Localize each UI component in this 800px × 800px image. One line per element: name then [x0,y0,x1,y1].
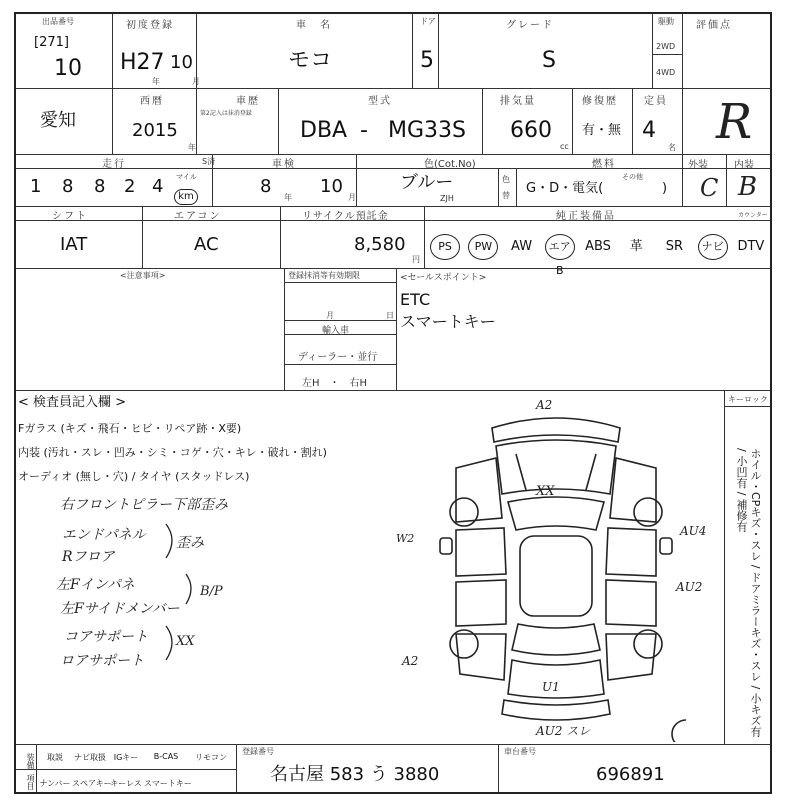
grade: S [542,48,556,73]
equipment-item [579,234,617,260]
history-note: 第2記入は抹消登録 [200,110,252,117]
color: ブルー [400,172,454,193]
fuel-value: G・D・電気( [526,181,604,196]
sales-label: <セールスポイント> [400,273,487,283]
footer-header: B-CAS [153,752,179,761]
equipment-item [732,234,770,260]
rule [652,54,682,55]
rule [724,390,725,744]
grade-label: グレード [506,20,554,31]
inspection-label: 車検 [272,159,296,170]
mileage-digit: 4 [152,176,164,197]
reg-month-label: 月 [326,311,334,320]
lot-sub: [271] [34,35,69,50]
year: 2015 [132,120,178,141]
mileage-unit-circle [174,184,198,205]
repair-value: 有・無 [582,123,622,138]
inspection-note: XX [176,634,195,649]
bracket-marks [156,518,216,668]
dealer-label: ディーラー・並行 [298,352,378,363]
type-label: 型式 [368,96,392,107]
color-code: ZJH [440,194,454,203]
score: R [716,94,753,150]
type-prefix: DBA [300,118,348,143]
inspection-note: ロアサポート [60,653,144,669]
rule [498,744,499,792]
lot-number: 10 [54,56,82,81]
mileage-digit: 1 [30,176,42,197]
rule [112,88,113,154]
equipment-item [502,234,540,260]
shift: IAT [60,234,88,255]
diagram-mark-roof: XX [536,484,555,499]
color-change-label: 色 [502,175,510,184]
recycle: 8,580 [354,234,406,255]
inspection-line: オーディオ (無し・穴) / タイヤ (スタッドレス) [18,470,250,483]
doors-label: ドア [420,17,436,26]
footer-header: スマートキー [144,779,192,788]
rule [16,168,770,169]
ac: AC [194,234,219,255]
diagram-mark-left-rear: A2 [402,654,419,668]
first-reg-month: 10 [170,52,193,73]
power-label: カウンター [738,212,768,219]
model-name-label: 車 名 [296,20,332,31]
footer-header: 項目 [26,774,35,790]
inspection-note: Rフロア [62,549,115,565]
equipment-label: AW [511,239,533,254]
mileage-unit-top: マイル [176,173,197,181]
rule [16,154,770,155]
rule [36,744,37,792]
import-label: 輸入車 [322,326,350,336]
rule [236,744,237,792]
notes-label: <注意事項> [120,271,166,280]
rule [196,14,197,88]
year-label: 西暦 [140,96,164,107]
sales-point: スマートキー [400,312,496,331]
rule [16,88,770,89]
equipment-label: ABS [585,239,611,254]
handle-label: 左H ・ 右H [302,378,368,389]
rule [16,206,770,207]
rule [284,364,396,365]
footer-header: 取説 [47,753,63,762]
mileage-digit: 8 [62,176,74,197]
reg-period-label: 登録抹消等有効期限 [288,271,360,280]
lot-label: 出品番号 [42,17,74,26]
rule [682,154,683,206]
mileage-label: 走行 [102,159,126,170]
chassis: 696891 [596,764,665,785]
equipment-label: SR [665,239,684,254]
rule [682,14,683,88]
inspection-note: 歪み [176,535,204,551]
exterior: C [700,174,719,202]
rule [278,88,279,154]
drive-4wd: 4WD [656,68,676,77]
first-reg-unit: 年 [152,77,160,86]
displacement-unit: cc [560,142,569,151]
model-name: モコ [288,48,333,73]
equipment-item [655,234,693,260]
side-notes: ホイル・CPキズ・スレ / ドアミラーキズ・スレ / 小キズ有 / 小凹有 / 補修有 [735,448,762,737]
mileage-digit: 2 [124,176,136,197]
recycle-label: リサイクル預託金 [302,211,389,222]
ac-label: エアコン [174,211,222,222]
mileage-unit: km [174,189,198,205]
rule [482,88,483,154]
equipment-item [464,234,502,260]
fuel-other: その他 [622,173,643,181]
shift-label: シフト [52,211,88,222]
rule [196,88,197,154]
diagram-mark-rear: U1 [542,680,560,694]
footer-header: ナンバー [39,779,71,788]
drive-2wd: 2WD [656,42,676,51]
rule [212,154,213,206]
diagram-mark-left: W2 [396,532,415,545]
footer-header: キーレス [110,779,142,788]
equipment-label: 純正装備品 [556,211,616,222]
capacity-label: 定員 [644,96,668,107]
interior: B [738,172,758,202]
rule [16,744,770,745]
rule [284,320,396,321]
repair-label: 修復歴 [582,96,618,107]
fuel-close: ) [662,181,668,196]
rule [16,268,770,269]
rule [498,168,499,206]
rule [284,334,396,335]
equipment-label: 革 [629,239,643,254]
color-label: 色(Cot.No) [424,159,476,170]
inspection-month-unit: 月 [348,193,356,202]
key-label: キーロック [728,395,768,404]
footer-header: IGキー [113,753,139,762]
equipment-label: DTV [737,239,765,254]
sales-point: ETC [400,290,431,309]
type-dash: - [360,118,368,143]
equipment-item [617,234,655,260]
mileage-digit: 8 [94,176,106,197]
capacity-unit: 名 [668,143,676,152]
rule [112,14,113,88]
mileage-s-label: S済 [202,157,216,166]
drive-label: 駆動 [658,17,674,26]
rule [412,14,413,88]
first-reg-label: 初度登録 [126,20,174,31]
inspection-note: 右フロントピラー下部歪み [60,497,228,513]
equipment-item [426,234,464,260]
interior-label: 内装 [734,160,754,171]
displacement: 660 [510,118,552,143]
equipment-label: ナビ [698,234,728,260]
equipment-item [694,234,732,260]
plate: 名古屋 583 う 3880 [270,764,440,785]
score-label: 評価点 [696,20,732,31]
equipment-label: PS [430,234,460,260]
rule [396,268,397,390]
inspection-note: コアサポート [64,629,148,645]
rule [682,88,683,154]
footer-header: ナビ取扱 [74,753,106,762]
inspection-line: Fガラス (キズ・飛石・ヒビ・リペア跡・X要) [18,422,242,435]
inspection-year-unit: 年 [284,193,292,202]
rule [724,406,770,407]
history-label: 車歴 [236,96,260,107]
diagram-mark-right-rear: AU2 [676,580,703,594]
inspection-year: 8 [260,176,272,197]
exterior-label: 外装 [688,160,708,171]
inspection-month: 10 [320,176,343,197]
region: 愛知 [40,110,76,131]
rule [356,154,357,206]
doors: 5 [420,48,434,73]
capacity: 4 [642,118,656,143]
footer-header: リモコン [195,753,227,762]
fuel-label: 燃料 [592,159,616,170]
inspection-title: < 検査員記入欄 > [18,395,127,410]
reg-day-label: 日 [386,311,394,320]
footer-header: 装備 [26,753,35,769]
plate-label: 登録番号 [242,747,274,756]
equipment-item [541,234,579,277]
rule [16,220,770,221]
rule [284,268,285,390]
rule [16,390,770,391]
footer-header: スペアキー [72,779,112,788]
rule [652,14,653,88]
rule [280,206,281,268]
rule [516,168,517,206]
inspection-note: B/P [200,584,223,599]
rule [16,769,236,770]
first-reg-unit2: 月 [192,77,200,86]
rule [438,14,439,88]
rule [632,88,633,154]
rule [142,206,143,268]
diagram-mark-bottom: AU2 スレ [536,724,591,738]
inspection-line: 内装 (汚れ・スレ・凹み・シミ・コゲ・穴・キレ・破れ・割れ) [18,446,327,459]
rule [424,206,425,268]
chassis-label: 車台番号 [504,747,536,756]
inspection-note: 左Fインパネ [56,577,135,593]
inspection-note: エンドパネル [62,527,146,543]
type-model: MG33S [388,118,466,143]
rule [284,282,396,283]
displacement-label: 排気量 [500,96,536,107]
recycle-unit: 円 [412,255,420,264]
rule [572,88,573,154]
equipment-label: エアB [545,234,575,260]
inspection-note: 左Fサイドメンバー [60,601,180,617]
color-change-label: 替 [502,191,510,200]
diagram-mark-top: A2 [536,398,553,412]
year-unit: 年 [188,143,196,152]
equipment-label: PW [468,234,498,260]
auction-sheet [14,12,772,794]
diagram-mark-right-front: AU4 [680,524,707,538]
rule [726,154,727,206]
first-reg-value: H27 [120,50,165,75]
